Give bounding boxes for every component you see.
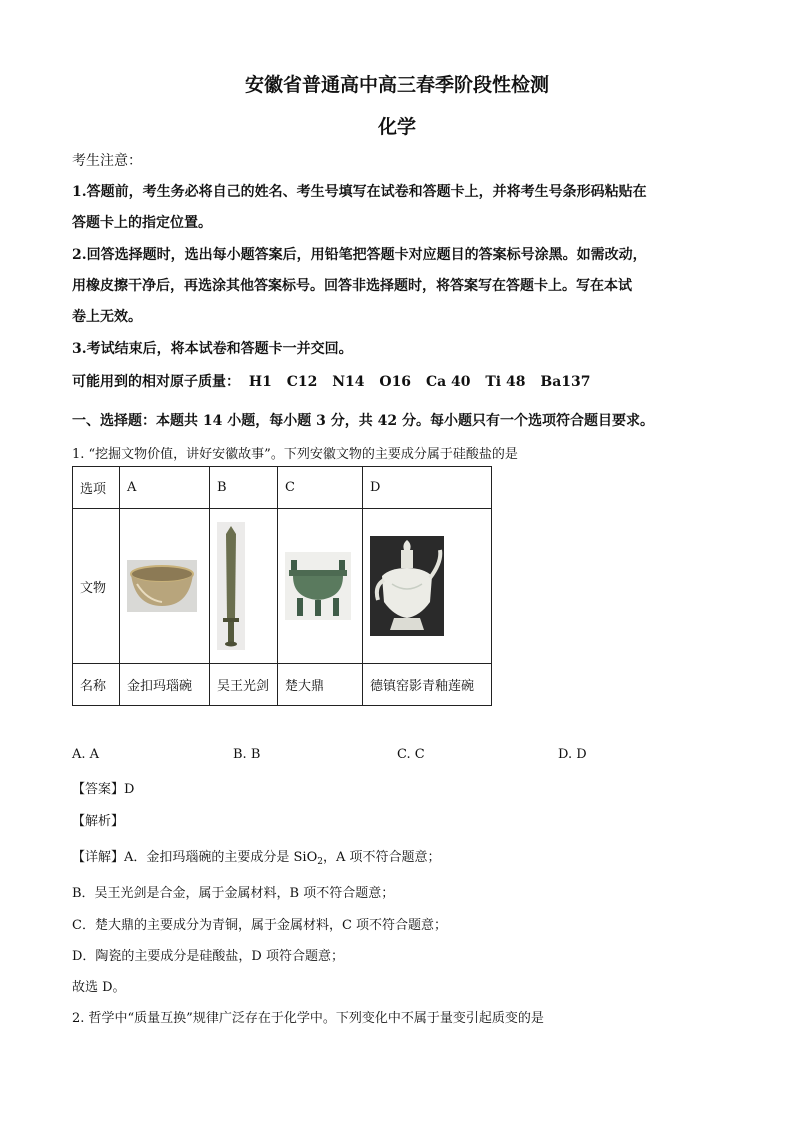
table-cell-option-a: A	[120, 467, 210, 509]
conclusion-line: 故选 D。	[72, 980, 126, 995]
atomic-mass-c: C12	[286, 374, 318, 390]
notice-item-1-line-1: 1.答题前，考生务必将自己的姓名、考生号填写在试卷和答题卡上，并将考生号条形码粘贴在	[72, 184, 647, 200]
notice-item-1-line-2: 答题卡上的指定位置。	[72, 215, 212, 231]
atomic-mass-ba: Ba137	[540, 374, 591, 390]
table-row-options	[73, 467, 492, 509]
table-cell-option-c: C	[278, 467, 363, 509]
notice-item-3: 3.考试结束后，将本试卷和答题卡一并交回。	[72, 341, 353, 357]
table-cell-relic-a	[120, 509, 210, 664]
table-cell-relic-d	[363, 509, 492, 664]
notice-heading: 考生注意：	[72, 153, 142, 169]
table-cell-name-label: 名称	[73, 664, 120, 706]
atomic-masses-label: 可能用到的相对原子质量：	[72, 374, 240, 390]
table-cell-name-b: 吴王光剑	[210, 664, 278, 706]
detail-suffix: ，A 项不符合题意；	[323, 850, 441, 865]
table-cell-relic-b	[210, 509, 278, 664]
table-cell-relic-label: 文物	[73, 509, 120, 664]
table-row-names	[73, 664, 492, 706]
ding-vessel-image	[285, 552, 351, 620]
detail-line-a	[72, 846, 441, 867]
detail-line-c: C．楚大鼎的主要成分为青铜，属于金属材料，C 项不符合题意；	[72, 918, 448, 933]
sword-image	[217, 522, 245, 650]
choice-b: B. B	[233, 747, 261, 762]
choice-c: C. C	[397, 747, 425, 762]
notice-item-2-line-1: 2.回答选择题时，选出每小题答案后，用铅笔把答题卡对应题目的答案标号涂黑。如需改动，	[72, 247, 647, 263]
atomic-mass-ca: Ca 40	[425, 374, 471, 390]
answer-line: 【答案】D	[72, 782, 135, 797]
section-1-heading: 一、选择题：本题共 14 小题，每小题 3 分，共 42 分。每小题只有一个选项符合题目要求。	[72, 413, 654, 429]
table-cell-option-d: D	[363, 467, 492, 509]
table-cell-name-d: 德镇窑影青釉莲碗	[363, 664, 492, 706]
subject-title: 化学	[377, 116, 416, 138]
detail-prefix: 【详解】A．金扣玛瑙碗的主要成分是	[72, 850, 294, 865]
table-cell-option-b: B	[210, 467, 278, 509]
choice-d: D. D	[558, 747, 587, 762]
table-cell-option-label: 选项	[73, 467, 120, 509]
atomic-mass-ti: Ti 48	[485, 374, 526, 390]
atomic-mass-n: N14	[332, 374, 365, 390]
agate-bowl-image	[127, 560, 197, 612]
detail-line-b: B．吴王光剑是合金，属于金属材料，B 项不符合题意；	[72, 886, 395, 901]
question-1-stem: 1. “挖掘文物价值，讲好安徽故事”。下列安徽文物的主要成分属于硅酸盐的是	[72, 447, 518, 462]
table-row-relics	[73, 509, 492, 664]
table-cell-name-a: 金扣玛瑙碗	[120, 664, 210, 706]
relic-table	[72, 466, 492, 706]
atomic-mass-h: H1	[248, 374, 272, 390]
detail-line-d: D．陶瓷的主要成分是硅酸盐，D 项符合题意；	[72, 949, 344, 964]
lotus-ewer-image	[370, 536, 444, 636]
analysis-heading: 【解析】	[72, 814, 125, 829]
notice-item-2-line-3: 卷上无效。	[72, 309, 142, 325]
question-2-stem: 2. 哲学中“质量互换”规律广泛存在于化学中。下列变化中不属于量变引起质变的是	[72, 1011, 544, 1026]
atomic-mass-o: O16	[379, 374, 412, 390]
atomic-masses	[72, 371, 601, 391]
notice-item-2-line-2: 用橡皮擦干净后，再选涂其他答案标号。回答非选择题时，将答案写在答题卡上。写在本试	[72, 278, 632, 294]
table-cell-relic-c	[278, 509, 363, 664]
sio2-formula: SiO	[293, 850, 318, 865]
exam-title: 安徽省普通高中高三春季阶段性检测	[244, 74, 549, 96]
sio2-subscript: 2	[317, 857, 323, 867]
choice-a: A. A	[72, 747, 100, 762]
table-cell-name-c: 楚大鼎	[278, 664, 363, 706]
